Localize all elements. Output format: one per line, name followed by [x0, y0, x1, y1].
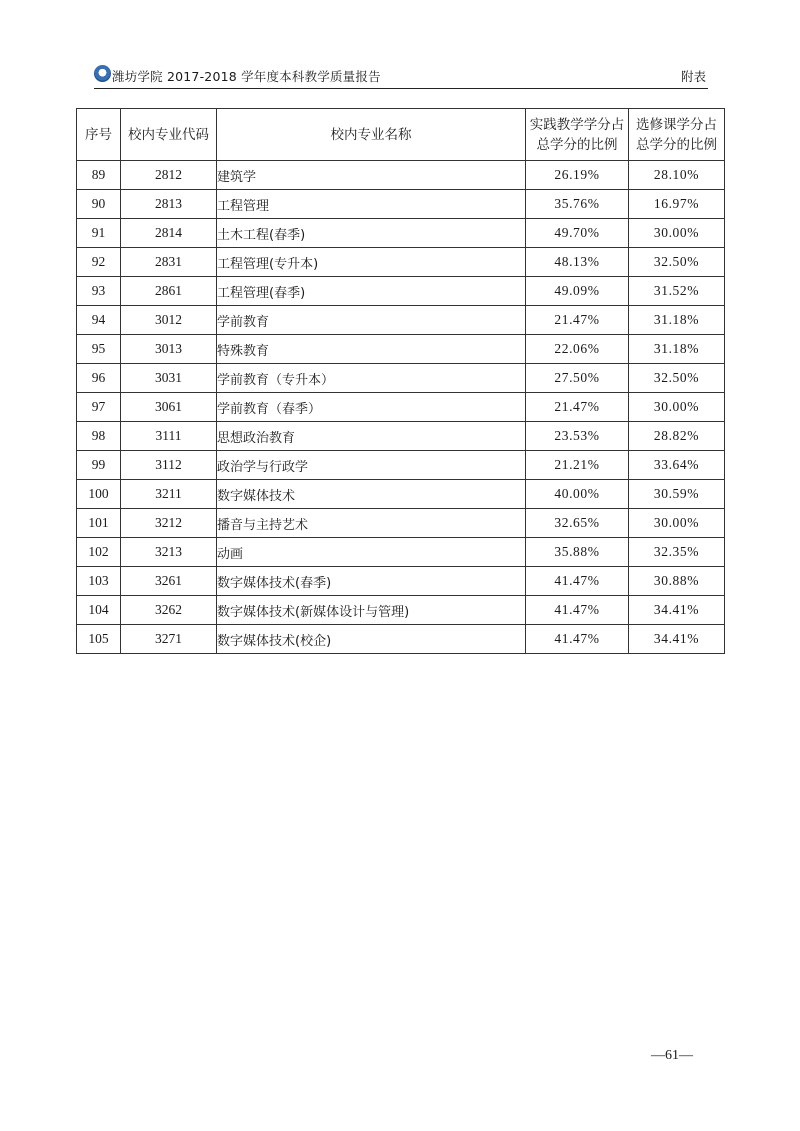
- col-header-name: 校内专业名称: [217, 109, 526, 161]
- cell-major-name: 土木工程(春季): [217, 219, 526, 248]
- cell-practice-ratio: 48.13%: [526, 248, 629, 277]
- cell-major-code: 3212: [121, 509, 217, 538]
- cell-major-name: 学前教育（春季）: [217, 393, 526, 422]
- cell-major-code: 3061: [121, 393, 217, 422]
- table-header-row: [77, 109, 725, 161]
- table-row: [77, 161, 725, 190]
- cell-major-code: 3013: [121, 335, 217, 364]
- cell-major-name: 学前教育: [217, 306, 526, 335]
- table-row: [77, 190, 725, 219]
- cell-major-name: 数字媒体技术(春季): [217, 567, 526, 596]
- cell-major-name: 工程管理: [217, 190, 526, 219]
- cell-seq: 102: [77, 538, 121, 567]
- cell-seq: 104: [77, 596, 121, 625]
- cell-major-name: 数字媒体技术(新媒体设计与管理): [217, 596, 526, 625]
- cell-major-name: 政治学与行政学: [217, 451, 526, 480]
- cell-seq: 92: [77, 248, 121, 277]
- cell-elective-ratio: 34.41%: [629, 625, 725, 654]
- cell-major-code: 3031: [121, 364, 217, 393]
- col-header-practice-ratio: [526, 109, 629, 161]
- table-row: [77, 451, 725, 480]
- cell-major-code: 2831: [121, 248, 217, 277]
- table-row: [77, 625, 725, 654]
- cell-major-code: 3271: [121, 625, 217, 654]
- cell-practice-ratio: 41.47%: [526, 596, 629, 625]
- cell-major-code: 3262: [121, 596, 217, 625]
- col-header-elective-ratio: [629, 109, 725, 161]
- cell-major-name: 思想政治教育: [217, 422, 526, 451]
- table-row: [77, 596, 725, 625]
- cell-practice-ratio: 21.47%: [526, 393, 629, 422]
- cell-major-name: 数字媒体技术(校企): [217, 625, 526, 654]
- cell-seq: 95: [77, 335, 121, 364]
- cell-major-name: 学前教育（专升本）: [217, 364, 526, 393]
- report-title: 潍坊学院 2017-2018 学年度本科教学质量报告: [112, 69, 381, 84]
- cell-elective-ratio: 31.18%: [629, 306, 725, 335]
- cell-major-code: 3211: [121, 480, 217, 509]
- cell-elective-ratio: 30.59%: [629, 480, 725, 509]
- table-row: [77, 567, 725, 596]
- col-header-code: 校内专业代码: [121, 109, 217, 161]
- cell-practice-ratio: 40.00%: [526, 480, 629, 509]
- major-credit-table: [76, 108, 725, 654]
- cell-seq: 91: [77, 219, 121, 248]
- cell-major-code: 3112: [121, 451, 217, 480]
- cell-seq: 101: [77, 509, 121, 538]
- cell-elective-ratio: 28.10%: [629, 161, 725, 190]
- cell-practice-ratio: 21.47%: [526, 306, 629, 335]
- cell-elective-ratio: 32.35%: [629, 538, 725, 567]
- table-row: [77, 335, 725, 364]
- cell-elective-ratio: 30.00%: [629, 393, 725, 422]
- col-header-practice-line2: 总学分的比例: [536, 136, 618, 153]
- cell-practice-ratio: 49.09%: [526, 277, 629, 306]
- col-header-elective-line1: 选修课学分占: [636, 116, 717, 133]
- table-row: [77, 219, 725, 248]
- cell-major-name: 数字媒体技术: [217, 480, 526, 509]
- table-row: [77, 480, 725, 509]
- cell-elective-ratio: 32.50%: [629, 248, 725, 277]
- table-row: [77, 422, 725, 451]
- cell-major-code: 2812: [121, 161, 217, 190]
- cell-major-name: 动画: [217, 538, 526, 567]
- university-seal-icon: [94, 65, 111, 82]
- cell-seq: 94: [77, 306, 121, 335]
- cell-elective-ratio: 31.52%: [629, 277, 725, 306]
- cell-elective-ratio: 30.88%: [629, 567, 725, 596]
- table-row: [77, 538, 725, 567]
- cell-major-name: 工程管理(春季): [217, 277, 526, 306]
- cell-practice-ratio: 35.76%: [526, 190, 629, 219]
- table-row: [77, 509, 725, 538]
- table-row: [77, 306, 725, 335]
- cell-elective-ratio: 28.82%: [629, 422, 725, 451]
- cell-elective-ratio: 31.18%: [629, 335, 725, 364]
- cell-practice-ratio: 49.70%: [526, 219, 629, 248]
- cell-major-code: 2861: [121, 277, 217, 306]
- table-row: [77, 364, 725, 393]
- cell-elective-ratio: 30.00%: [629, 509, 725, 538]
- cell-seq: 89: [77, 161, 121, 190]
- cell-practice-ratio: 41.47%: [526, 625, 629, 654]
- cell-elective-ratio: 33.64%: [629, 451, 725, 480]
- cell-major-name: 特殊教育: [217, 335, 526, 364]
- page-header: [94, 64, 708, 89]
- cell-major-code: 3261: [121, 567, 217, 596]
- col-header-practice-line1: 实践教学学分占: [529, 116, 625, 133]
- table-row: [77, 248, 725, 277]
- cell-seq: 100: [77, 480, 121, 509]
- page-number: —61—: [651, 1048, 693, 1063]
- table-row: [77, 393, 725, 422]
- cell-seq: 90: [77, 190, 121, 219]
- col-header-seq: 序号: [77, 109, 121, 161]
- cell-practice-ratio: 32.65%: [526, 509, 629, 538]
- cell-major-code: 3213: [121, 538, 217, 567]
- cell-seq: 97: [77, 393, 121, 422]
- cell-seq: 99: [77, 451, 121, 480]
- cell-seq: 105: [77, 625, 121, 654]
- cell-seq: 103: [77, 567, 121, 596]
- cell-elective-ratio: 32.50%: [629, 364, 725, 393]
- cell-major-code: 2813: [121, 190, 217, 219]
- cell-seq: 98: [77, 422, 121, 451]
- cell-major-name: 建筑学: [217, 161, 526, 190]
- cell-practice-ratio: 23.53%: [526, 422, 629, 451]
- cell-major-code: 3111: [121, 422, 217, 451]
- cell-elective-ratio: 30.00%: [629, 219, 725, 248]
- cell-major-code: 2814: [121, 219, 217, 248]
- col-header-elective-line2: 总学分的比例: [636, 136, 717, 153]
- cell-elective-ratio: 34.41%: [629, 596, 725, 625]
- cell-practice-ratio: 22.06%: [526, 335, 629, 364]
- cell-practice-ratio: 41.47%: [526, 567, 629, 596]
- appendix-label: 附表: [680, 69, 706, 84]
- cell-practice-ratio: 21.21%: [526, 451, 629, 480]
- cell-practice-ratio: 27.50%: [526, 364, 629, 393]
- cell-major-name: 工程管理(专升本): [217, 248, 526, 277]
- cell-practice-ratio: 26.19%: [526, 161, 629, 190]
- table-row: [77, 277, 725, 306]
- cell-major-code: 3012: [121, 306, 217, 335]
- table-body: [77, 161, 725, 654]
- cell-elective-ratio: 16.97%: [629, 190, 725, 219]
- cell-seq: 96: [77, 364, 121, 393]
- cell-major-name: 播音与主持艺术: [217, 509, 526, 538]
- cell-practice-ratio: 35.88%: [526, 538, 629, 567]
- cell-seq: 93: [77, 277, 121, 306]
